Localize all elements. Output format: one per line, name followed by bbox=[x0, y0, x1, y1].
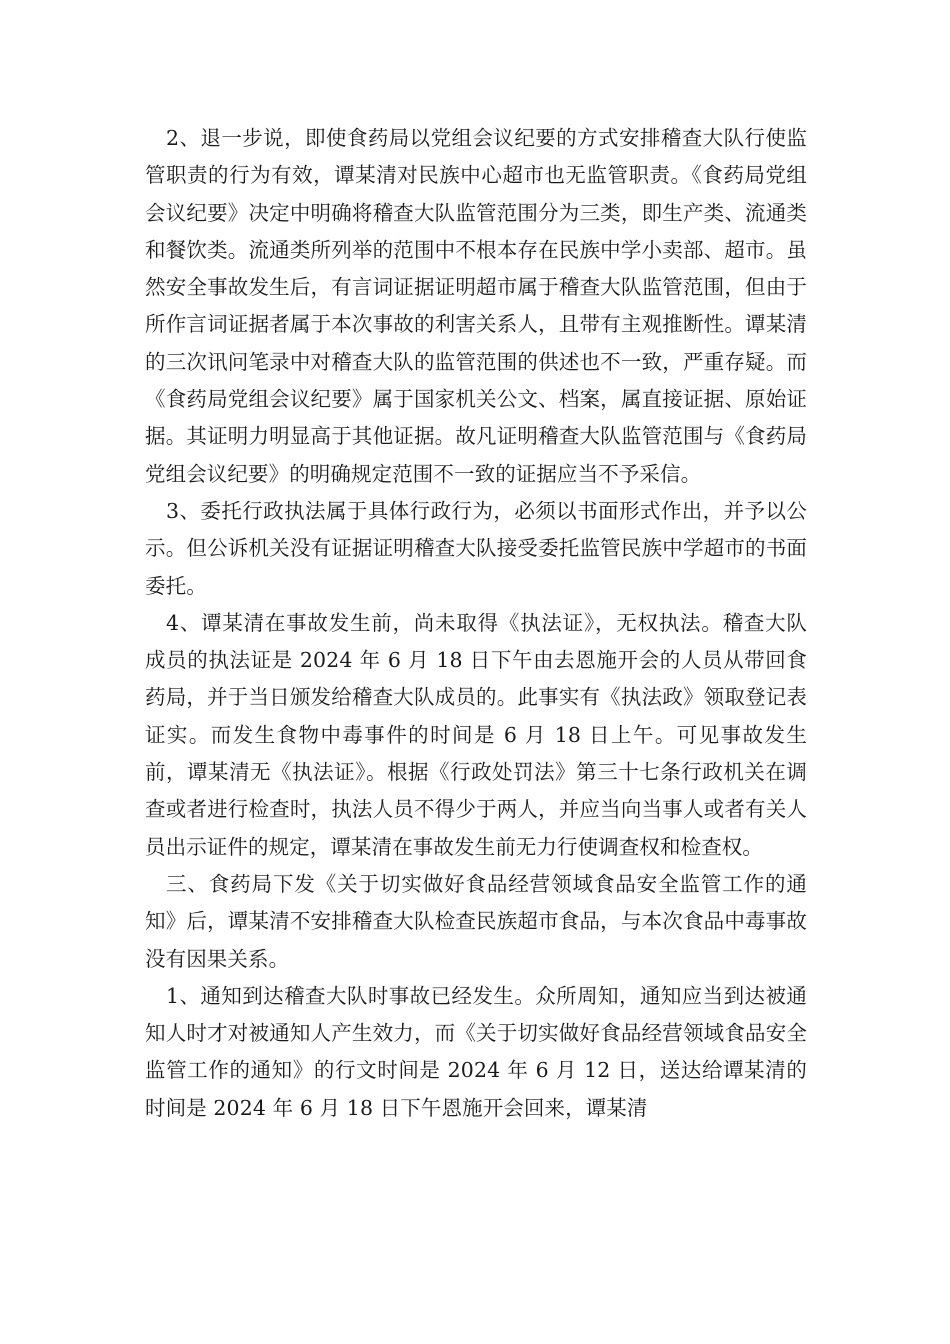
paragraph-point-3: 3、委托行政执法属于具体行政行为，必须以书面形式作出，并予以公示。但公诉机关没有证据证明稽查大队接受委托监管民族中学超市的书面委托。 bbox=[145, 498, 807, 598]
paragraph-point-4: 4、谭某清在事故发生前，尚未取得《执法证》，无权执法。稽查大队成员的执法证是 2024 年 6 月 18 日下午由去恩施开会的人员从带回食药局，并于当日颁发给稽查大队成员的。此事实有《执法政》领取登记表证实。而发生食物中毒事件的时间是 6 月 18 日上午。可见事故发生前，谭某清无《执法证》。根据《行政处罚法》第三十七条行政机关在调查或者进行检查时，执法人员不得少于两人，并应当向当事人或者有关人员出示证件的规定，谭某清在事故发生前无力行使调查权和检查权。 bbox=[145, 610, 807, 859]
paragraph-section-3-point-1: 1、通知到达稽查大队时事故已经发生。众所周知，通知应当到达被通知人时才对被通知人产生效力，而《关于切实做好食品经营领域食品安全监管工作的通知》的行文时间是 2024 年 6 月 12 日，送达给谭某清的时间是 2024 年 6 月 18 日下午恩施开会回来，谭某清 bbox=[145, 983, 807, 1120]
paragraph-section-3-heading: 三、食药局下发《关于切实做好食品经营领域食品安全监管工作的通知》后，谭某清不安排稽查大队检查民族超市食品，与本次食品中毒事故没有因果关系。 bbox=[145, 871, 807, 971]
paragraph-point-2: 2、退一步说，即使食药局以党组会议纪要的方式安排稽查大队行使监管职责的行为有效，谭某清对民族中心超市也无监管职责。《食药局党组会议纪要》决定中明确将稽查大队监管范围分为三类，即生产类、流通类和餐饮类。流通类所列举的范围中不根本存在民族中学小卖部、超市。虽然安全事故发生后，有言词证据证明超市属于稽查大队监管范围，但由于所作言词证据者属于本次事故的利害关系人，且带有主观推断性。谭某清的三次讯问笔录中对稽查大队的监管范围的供述也不一致，严重存疑。而《食药局党组会议纪要》属于国家机关公文、档案，属直接证据、原始证据。其证明力明显高于其他证据。故凡证明稽查大队监管范围与《食药局党组会议纪要》的明确规定范围不一致的证据应当不予采信。 bbox=[145, 126, 807, 486]
document-page bbox=[145, 120, 807, 1127]
